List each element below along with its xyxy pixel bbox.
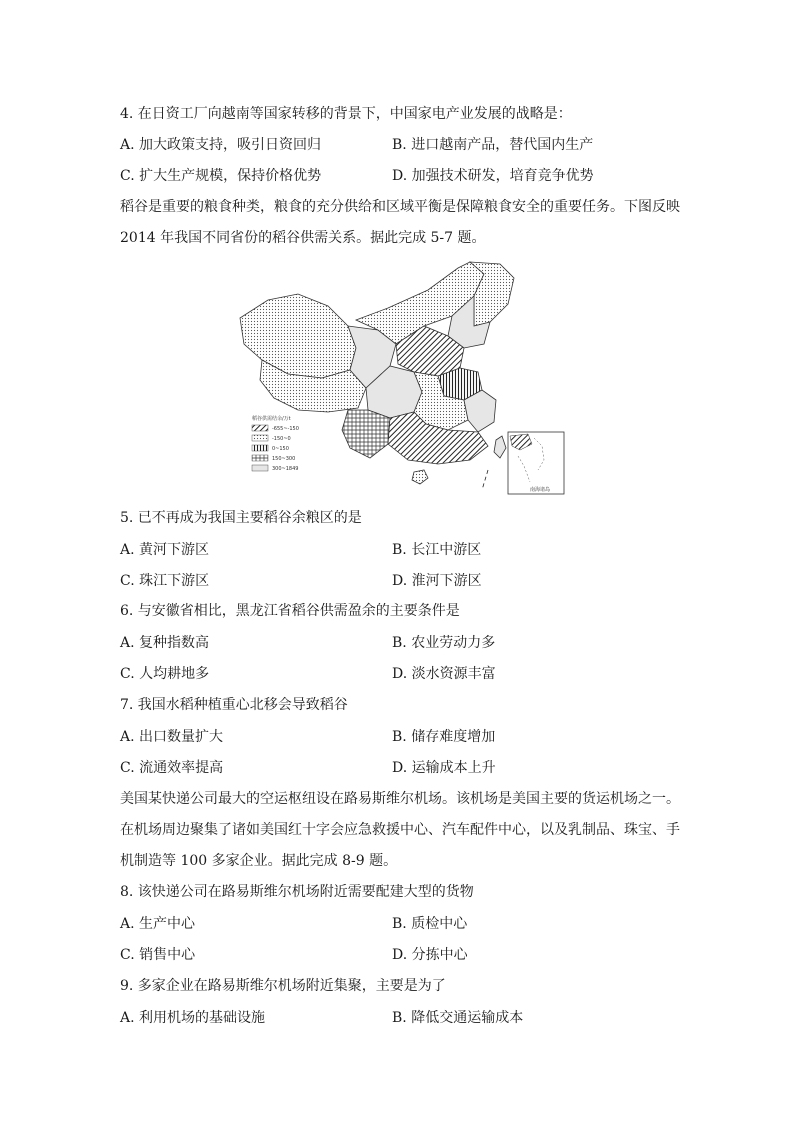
q9-option-a[interactable]: A. 利用机场的基础设施 bbox=[120, 1010, 266, 1026]
q7-option-b[interactable]: B. 储存难度增加 bbox=[392, 729, 496, 745]
legend-item-1: -655~-150 bbox=[272, 426, 299, 432]
legend-title: 稻谷供需结余/万t bbox=[252, 416, 291, 422]
map-region-taiwan bbox=[494, 436, 506, 458]
legend-item-5: 300~1849 bbox=[272, 466, 299, 472]
q5-stem: 5. 已不再成为我国主要稻谷余粮区的是 bbox=[120, 510, 362, 526]
q6-option-b[interactable]: B. 农业劳动力多 bbox=[392, 635, 496, 651]
q4-option-d[interactable]: D. 加强技术研发，培育竞争优势 bbox=[392, 168, 594, 184]
legend-item-4: 150~300 bbox=[272, 456, 296, 462]
intro-8-9-line2: 在机场周边聚集了诸如美国红十字会应急救援中心、汽车配件中心，以及乳制品、珠宝、手 bbox=[120, 822, 680, 838]
q5-option-b[interactable]: B. 长江中游区 bbox=[392, 542, 482, 558]
map-region-west bbox=[240, 294, 356, 378]
legend-item-3: 0~150 bbox=[272, 446, 289, 452]
q4-option-b[interactable]: B. 进口越南产品，替代国内生产 bbox=[392, 137, 594, 153]
map-region-yunnan bbox=[342, 410, 390, 458]
q7-stem: 7. 我国水稻种植重心北移会导致稻谷 bbox=[120, 697, 348, 713]
q7-option-a[interactable]: A. 出口数量扩大 bbox=[120, 729, 224, 745]
map-legend bbox=[252, 415, 299, 472]
q8-option-a[interactable]: A. 生产中心 bbox=[120, 916, 196, 932]
q4-option-a[interactable]: A. 加大政策支持，吸引日资回归 bbox=[120, 137, 322, 153]
q6-stem: 6. 与安徽省相比，黑龙江省稻谷供需盈余的主要条件是 bbox=[120, 603, 460, 619]
q6-option-d[interactable]: D. 淡水资源丰富 bbox=[392, 666, 496, 682]
intro-5-7-line2: 2014 年我国不同省份的稻谷供需关系。据此完成 5-7 题。 bbox=[120, 230, 486, 246]
q9-option-b[interactable]: B. 降低交通运输成本 bbox=[392, 1010, 524, 1026]
q6-option-a[interactable]: A. 复种指数高 bbox=[120, 635, 210, 651]
q8-stem: 8. 该快递公司在路易斯维尔机场附近需要配建大型的货物 bbox=[120, 884, 474, 900]
map-inset-label: 南海诸岛 bbox=[529, 487, 551, 493]
q5-option-c[interactable]: C. 珠江下游区 bbox=[120, 573, 210, 589]
legend-item-2: -150~0 bbox=[272, 436, 291, 442]
q7-option-d[interactable]: D. 运输成本上升 bbox=[392, 760, 496, 776]
intro-5-7-line1: 稻谷是重要的粮食种类，粮食的充分供给和区域平衡是保障粮食安全的重要任务。下图反映 bbox=[120, 199, 680, 215]
q8-option-b[interactable]: B. 质检中心 bbox=[392, 916, 468, 932]
intro-8-9-line1: 美国某快递公司最大的空运枢纽设在路易斯维尔机场。该机场是美国主要的货运机场之一。 bbox=[120, 791, 680, 807]
q4-stem: 4. 在日资工厂向越南等国家转移的背景下，中国家电产业发展的战略是： bbox=[120, 106, 572, 122]
q6-option-c[interactable]: C. 人均耕地多 bbox=[120, 666, 210, 682]
q7-option-c[interactable]: C. 流通效率提高 bbox=[120, 760, 224, 776]
q8-option-d[interactable]: D. 分拣中心 bbox=[392, 947, 468, 963]
intro-8-9-line3: 机制造等 100 多家企业。据此完成 8-9 题。 bbox=[120, 853, 398, 869]
map-region-hainan bbox=[412, 470, 428, 484]
china-rice-supply-map bbox=[238, 260, 566, 496]
q5-option-d[interactable]: D. 淮河下游区 bbox=[392, 573, 482, 589]
q9-stem: 9. 多家企业在路易斯维尔机场附近集聚，主要是为了 bbox=[120, 978, 446, 994]
q8-option-c[interactable]: C. 销售中心 bbox=[120, 947, 196, 963]
q5-option-a[interactable]: A. 黄河下游区 bbox=[120, 542, 210, 558]
q4-option-c[interactable]: C. 扩大生产规模，保持价格优势 bbox=[120, 168, 322, 184]
